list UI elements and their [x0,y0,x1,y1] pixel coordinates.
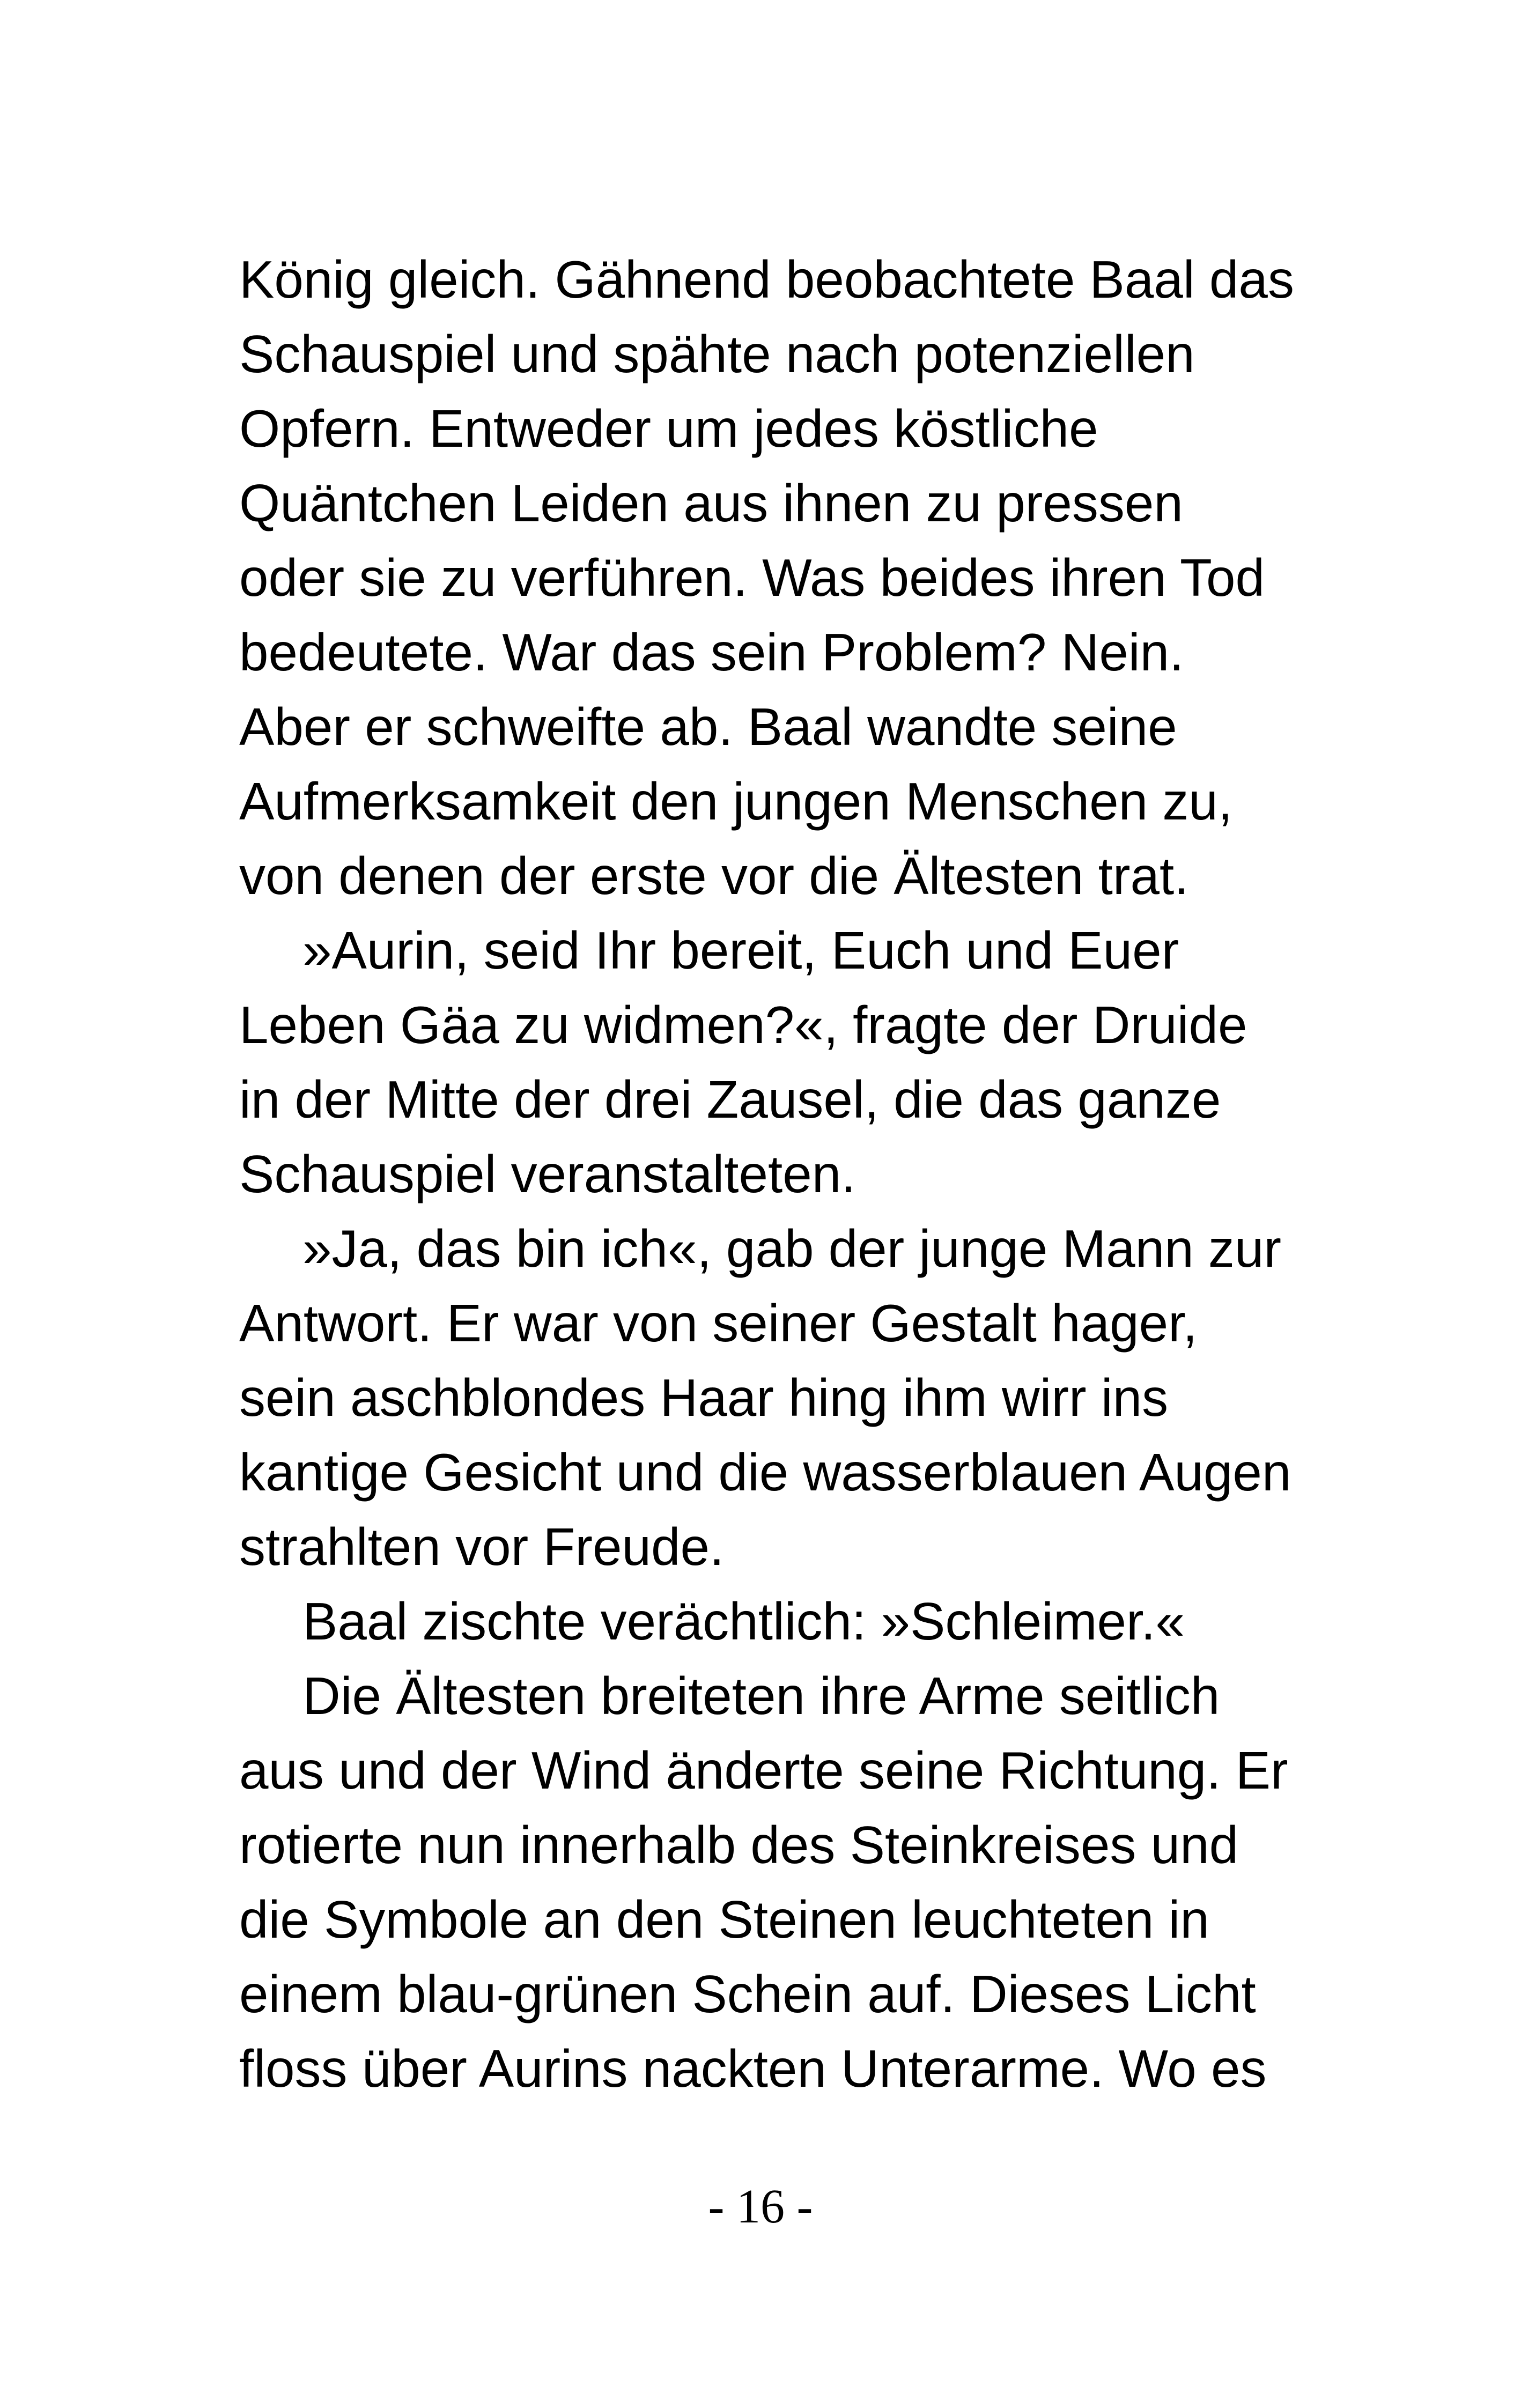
text-line: Schauspiel veranstalteten. [239,1144,856,1203]
text-line: Aber er schweifte ab. Baal wandte seine [239,697,1177,756]
text-line: rotierte nun innerhalb des Steinkreises und [239,1815,1239,1874]
text-line: floss über Aurins nackten Unterarme. Wo es [239,2039,1267,2098]
text-line: in der Mitte der drei Zausel, die das ganze [239,1070,1221,1129]
text-line: bedeutete. War das sein Problem? Nein. [239,623,1184,682]
text-line: Antwort. Er war von seiner Gestalt hager, [239,1294,1198,1353]
text-line: die Symbole an den Steinen leuchteten in [239,1890,1209,1949]
paragraph [239,242,1344,913]
text-line: »Aurin, seid Ihr bereit, Euch und Euer [302,921,1179,980]
text-line: Schauspiel und spähte nach potenziellen [239,324,1195,383]
text-line: einem blau-grünen Schein auf. Dieses Licht [239,1964,1256,2023]
text-line: König gleich. Gähnend beobachtete Baal das [239,250,1294,309]
text-line: Quäntchen Leiden aus ihnen zu pressen [239,474,1183,533]
text-line: Leben Gäa zu widmen?«, fragte der Druide [239,995,1247,1054]
body-text [239,242,1344,2106]
paragraph [239,1659,1344,2106]
text-line: »Ja, das bin ich«, gab der junge Mann zur [302,1219,1282,1278]
paragraph [239,1212,1344,1584]
paragraph [239,913,1344,1212]
text-line: strahlten vor Freude. [239,1517,725,1576]
text-line: Aufmerksamkeit den jungen Menschen zu, [239,772,1233,831]
text-line: oder sie zu verführen. Was beides ihren Tod [239,548,1265,607]
text-line: aus und der Wind änderte seine Richtung. Er [239,1741,1288,1800]
paragraph [239,1584,1344,1659]
text-line: kantige Gesicht und die wasserblauen Augen [239,1443,1291,1502]
text-line: Baal zischte verächtlich: »Schleimer.« [302,1592,1185,1651]
text-line: von denen der erste vor die Ältesten trat. [239,846,1189,905]
text-line: Opfern. Entweder um jedes köstliche [239,399,1098,458]
text-line: Die Ältesten breiteten ihre Arme seitlich [302,1666,1220,1725]
page-number: - 16 - [708,2180,813,2233]
text-line: sein aschblondes Haar hing ihm wirr ins [239,1368,1169,1427]
